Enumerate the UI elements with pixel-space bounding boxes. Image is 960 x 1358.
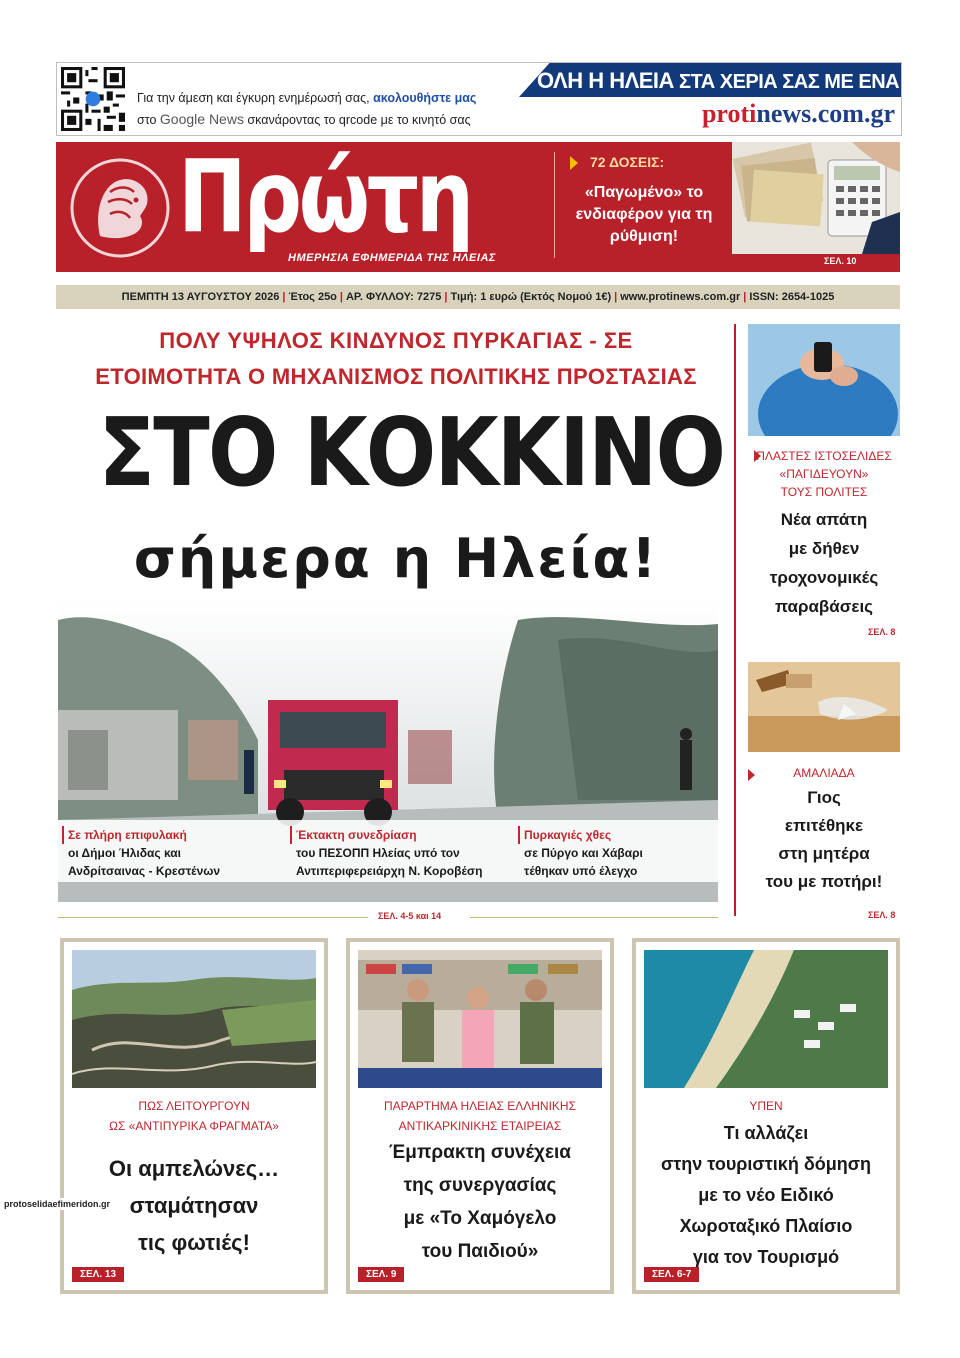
- issue-year: Έτος 25ο: [288, 291, 337, 303]
- bottom-box-tourism[interactable]: [632, 938, 900, 1294]
- main-headline[interactable]: ΣΤΟ ΚΟΚΚΙΝΟ: [98, 399, 725, 508]
- main-kicker-line1: ΠΟΛΥ ΥΨΗΛΟΣ ΚΙΝΔΥΝΟΣ ΠΥΡΚΑΓΙΑΣ - ΣΕ: [159, 328, 633, 353]
- box1-photo-vineyard-landscape: [72, 950, 316, 1088]
- box3-kicker: ΥΠΕΝ: [749, 1099, 783, 1113]
- bottom-box-vineyards[interactable]: [60, 938, 328, 1294]
- caption-1: Σε πλήρη επιφυλακή οι Δήμοι Ήλιδας και Ανδρίτσαινας - Κρεστένων: [62, 826, 272, 880]
- source-watermark: protoselidaefimeridon.gr: [4, 1199, 111, 1209]
- main-rule-right: [470, 917, 718, 918]
- box2-headline: Έμπρακτη συνέχεια της συνεργασίας με «Το Χαμόγελο του Παιδιού»: [389, 1142, 571, 1262]
- main-page-ref: ΣΕΛ. 4-5 και 14: [378, 911, 442, 921]
- side2-kicker: ΑΜΑΛΙΑΔΑ: [744, 766, 904, 780]
- masthead: [56, 138, 900, 272]
- issue-number: ΑΡ. ΦΥΛΛΟΥ: 7275: [345, 291, 442, 303]
- box1-kicker: ΠΩΣ ΛΕΙΤΟΥΡΓΟΥΝ ΩΣ «ΑΝΤΙΠΥΡΙΚΑ ΦΡΑΓΜΑΤΑ»: [109, 1099, 279, 1133]
- box1-page-ref: ΣΕΛ. 13: [72, 1267, 124, 1282]
- promo-banner[interactable]: [56, 62, 950, 136]
- bottom-box-cancer-society[interactable]: [346, 938, 614, 1294]
- side2-page-ref: ΣΕΛ. 8: [868, 910, 896, 920]
- side-photo-broken-glass[interactable]: [748, 662, 900, 752]
- teaser-page-ref: ΣΕΛ. 10: [824, 256, 857, 266]
- box3-photo-beach-aerial: [644, 950, 888, 1088]
- issue-info-bar: ΠΕΜΠΤΗ 13 ΑΥΓΟΥΣΤΟΥ 2026 | Έτος 25ο | ΑΡ. ΦΥΛΛΟΥ: 7275 | Τιμή: 1 ευρώ (Εκτός Νομού 1€) | www.protinews.com.gr | ISSN: 2654-1025: [56, 285, 900, 309]
- caption-3: Πυρκαγιές χθες σε Πύργο και Χάβαρι τέθηκαν υπό έλεγχο: [518, 826, 728, 880]
- promo-text-line2: στο Google News σκανάροντας το qrcode με το κινητό σας: [137, 111, 471, 127]
- ancient-coin-logo-icon: [70, 156, 170, 260]
- issue-website[interactable]: www.protinews.com.gr: [620, 291, 741, 303]
- side-photo-phone-user[interactable]: [748, 324, 900, 436]
- main-rule-left: [58, 917, 368, 918]
- newspaper-title: Πρώτη: [178, 138, 471, 255]
- side1-kicker: ΠΛΑΣΤΕΣ ΙΣΤΟΣΕΛΙΔΕΣ «ΠΑΓΙΔΕΥΟΥΝ» ΤΟΥΣ ΠΟΛΙΤΕΣ: [744, 447, 904, 501]
- main-kicker-line2: ΕΤΟΙΜΟΤΗΤΑ Ο ΜΗΧΑΝΙΣΜΟΣ ΠΟΛΙΤΙΚΗΣ ΠΡΟΣΤΑΣΙΑΣ: [95, 364, 697, 389]
- side-column-rule: [734, 324, 736, 916]
- promo-text-line1: Για την άμεση και έγκυρη ενημέρωσή σας, ακολουθήστε μας: [137, 91, 477, 105]
- issue-date: ΠΕΜΠΤΗ 13 ΑΥΓΟΥΣΤΟΥ 2026: [121, 291, 280, 303]
- main-subheadline[interactable]: σήμερα η Ηλεία!: [133, 527, 659, 590]
- promo-highlight: ακολουθήστε μας: [373, 91, 477, 105]
- side1-page-ref: ΣΕΛ. 8: [868, 627, 896, 637]
- main-photo-captions: [58, 820, 718, 882]
- issue-price: Τιμή: 1 ευρώ (Εκτός Νομού 1€): [450, 291, 612, 303]
- box2-photo-three-people: [358, 950, 602, 1088]
- google-news-logo: Google News: [159, 111, 244, 127]
- box2-page-ref: ΣΕΛ. 9: [358, 1267, 404, 1282]
- side2-headline[interactable]: Γιος επιτέθηκε στη μητέρα του με ποτήρι!: [765, 788, 883, 891]
- box3-page-ref: ΣΕΛ. 6-7: [644, 1267, 699, 1282]
- qr-code-icon[interactable]: [61, 67, 125, 131]
- caption-2: Έκτακτη συνεδρίαση του ΠΕΣΟΠΠ Ηλείας υπό τον Αντιπεριφερειάρχη Ν. Κοροβέση: [290, 826, 500, 880]
- promo-slogan: ΟΛΗ Η ΗΛΕΙΑ ΣΤΑ ΧΕΡΙΑ ΣΑΣ ΜΕ ΕΝΑ ΚΛΙΚ: [537, 68, 950, 93]
- box2-kicker: ΠΑΡΑΡΤΗΜΑ ΗΛΕΙΑΣ ΕΛΛΗΝΙΚΗΣ ΑΝΤΙΚΑΡΚΙΝΙΚΗΣ ΕΤΑΙΡΕΙΑΣ: [383, 1099, 577, 1133]
- box1-headline: Οι αμπελώνες… σταμάτησαν τις φωτιές!: [108, 1156, 280, 1255]
- teaser-kicker: 72 ΔΟΣΕΙΣ:: [590, 154, 665, 170]
- teaser-headline[interactable]: «Παγωμένο» το ενδιαφέρον για τη ρύθμιση!: [575, 184, 713, 245]
- side1-headline[interactable]: Νέα απάτη με δήθεν τροχονομικές παραβάσεις: [769, 510, 879, 616]
- side1-arrow-icon: [754, 450, 761, 462]
- box3-headline: Τι αλλάζει στην τουριστική δόμηση με το νέο Ειδικό Χωροταξικό Πλαίσιο για τον Τουρισμό: [660, 1123, 872, 1267]
- newspaper-subtitle: ΗΜΕΡΗΣΙΑ ΕΦΗΜΕΡΙΔΑ ΤΗΣ ΗΛΕΙΑΣ: [288, 252, 496, 264]
- teaser-photo-money-calculator[interactable]: [732, 142, 900, 254]
- side2-arrow-icon: [748, 769, 755, 781]
- issue-issn: ISSN: 2654-1025: [749, 291, 835, 303]
- masthead-divider: [554, 152, 555, 258]
- promo-site-link[interactable]: protinews.com.gr: [701, 99, 895, 128]
- teaser-arrow-icon: [570, 156, 578, 170]
